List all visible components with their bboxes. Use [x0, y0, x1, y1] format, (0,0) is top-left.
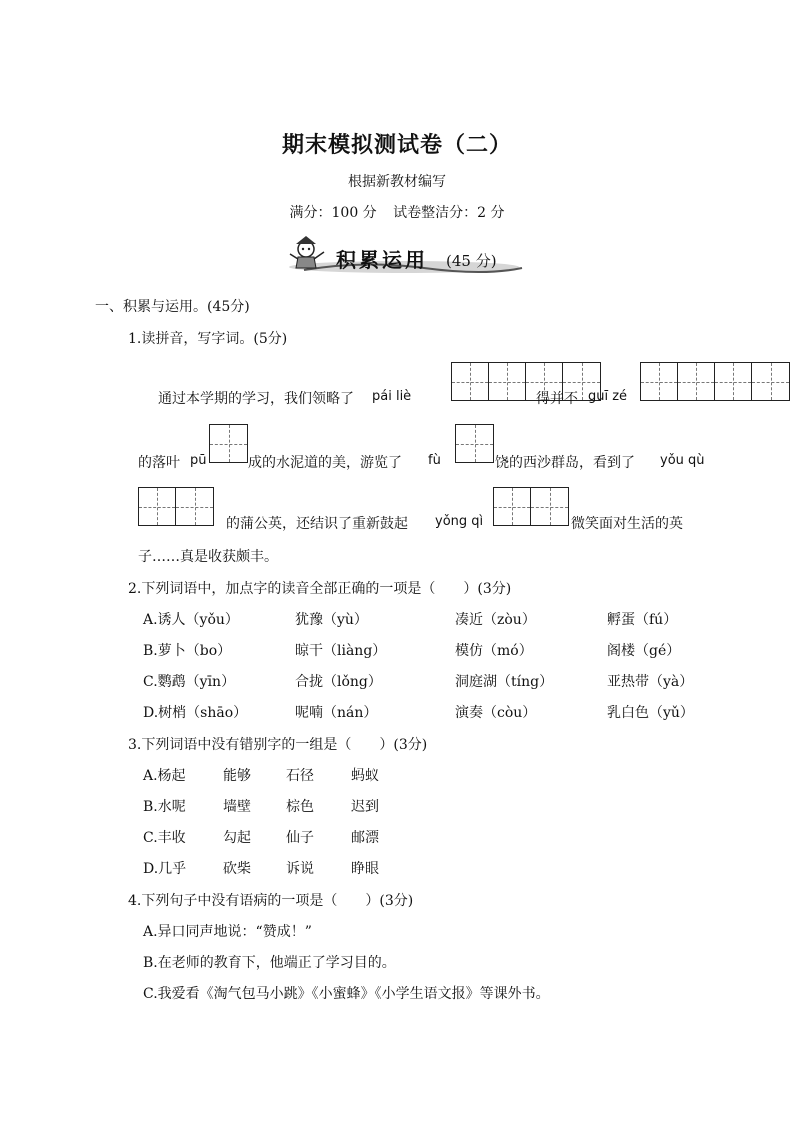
answer-grid[interactable]: [451, 362, 601, 401]
option: 洞庭湖（tíng）: [455, 674, 554, 690]
section-banner: [284, 234, 524, 278]
option: 亚热带（yà）: [607, 674, 694, 690]
q1-text: 的落叶: [138, 455, 180, 471]
question-2-stem: 2.下列词语中，加点字的读音全部正确的一项是（ ）(3分): [128, 581, 512, 597]
answer-grid[interactable]: [640, 362, 790, 401]
neatness-score: 试卷整洁分：2 分: [393, 205, 505, 221]
option: 晾干（liàng）: [295, 643, 387, 659]
option: 呢喃（nán）: [295, 705, 378, 721]
option: B.水呢: [143, 799, 186, 815]
option: 仙子: [286, 830, 314, 846]
score-line: [0, 202, 794, 222]
q1-text: 的蒲公英，还结识了重新鼓起: [226, 516, 408, 532]
option: 诉说: [286, 861, 314, 877]
q3-options: [143, 765, 411, 889]
q1-text: 微笑面对生活的英: [571, 516, 683, 532]
q1-text: 通过本学期的学习，我们领略了: [158, 391, 354, 407]
q2-options: [143, 609, 717, 733]
option: 阁楼（gé）: [607, 643, 681, 659]
exam-title: 期末模拟测试卷（二）: [281, 132, 512, 158]
full-score: 满分：100 分: [289, 205, 377, 221]
option: 睁眼: [351, 861, 379, 877]
option: A.异口同声地说：“赞成！”: [143, 924, 312, 940]
pinyin: fù: [428, 453, 441, 468]
pinyin: pū: [190, 453, 207, 468]
option: 砍柴: [223, 861, 251, 877]
option: D.几乎: [143, 861, 187, 877]
option: C.鹦鹉（yīn）: [143, 674, 236, 690]
option: 棕色: [286, 799, 314, 815]
option: 能够: [223, 768, 251, 784]
option: C.我爱看《淘气包马小跳》《小蜜蜂》《小学生语文报》等课外书。: [143, 986, 550, 1002]
option: D.树梢（shāo）: [143, 705, 248, 721]
option: 墙壁: [223, 799, 251, 815]
exam-subtitle: 根据新教材编写: [348, 174, 446, 190]
section-heading: 一、积累与运用。(45分): [95, 299, 250, 315]
option: C.丰收: [143, 830, 186, 846]
pinyin: pái liè: [372, 389, 412, 404]
option: 蚂蚁: [351, 768, 379, 784]
option: 孵蛋（fú）: [607, 612, 678, 628]
banner-label: 积累运用: [336, 248, 428, 272]
q1-text: 子……真是收获颇丰。: [138, 549, 278, 565]
option: B.在老师的教育下，他端正了学习目的。: [143, 955, 396, 971]
question-1-stem: 1.读拼音，写字词。(5分): [128, 331, 288, 347]
option: 犹豫（yù）: [295, 612, 368, 628]
banner-points: (45 分): [446, 252, 497, 270]
question-3-stem: 3.下列词语中没有错别字的一组是（ ）(3分): [128, 737, 428, 753]
pinyin: yǒng qì: [435, 514, 484, 529]
option: 乳白色（yǔ）: [607, 705, 694, 721]
pinyin: guī zé: [588, 389, 628, 404]
option: 模仿（mó）: [455, 643, 533, 659]
option: 邮漂: [351, 830, 379, 846]
q1-text: 成的水泥道的美，游览了: [248, 455, 402, 471]
option: A.诱人（yǒu）: [143, 612, 239, 628]
pinyin: yǒu qù: [660, 453, 705, 468]
option: 石径: [286, 768, 314, 784]
answer-grid[interactable]: [138, 487, 214, 526]
question-4-stem: 4.下列句子中没有语病的一项是（ ）(3分): [128, 893, 414, 909]
q1-text: 饶的西沙群岛，看到了: [495, 455, 635, 471]
option: 迟到: [351, 799, 379, 815]
answer-grid[interactable]: [455, 424, 494, 463]
option: 演奏（còu）: [455, 705, 537, 721]
option: 合拢（lǒng）: [295, 674, 382, 690]
answer-grid[interactable]: [493, 487, 569, 526]
option: 勾起: [223, 830, 251, 846]
option: A.杨起: [143, 768, 186, 784]
q1-text: 得并不: [536, 391, 578, 407]
option: 凑近（zòu）: [455, 612, 536, 628]
option: B.萝卜（bo）: [143, 643, 232, 659]
answer-grid[interactable]: [209, 424, 248, 463]
